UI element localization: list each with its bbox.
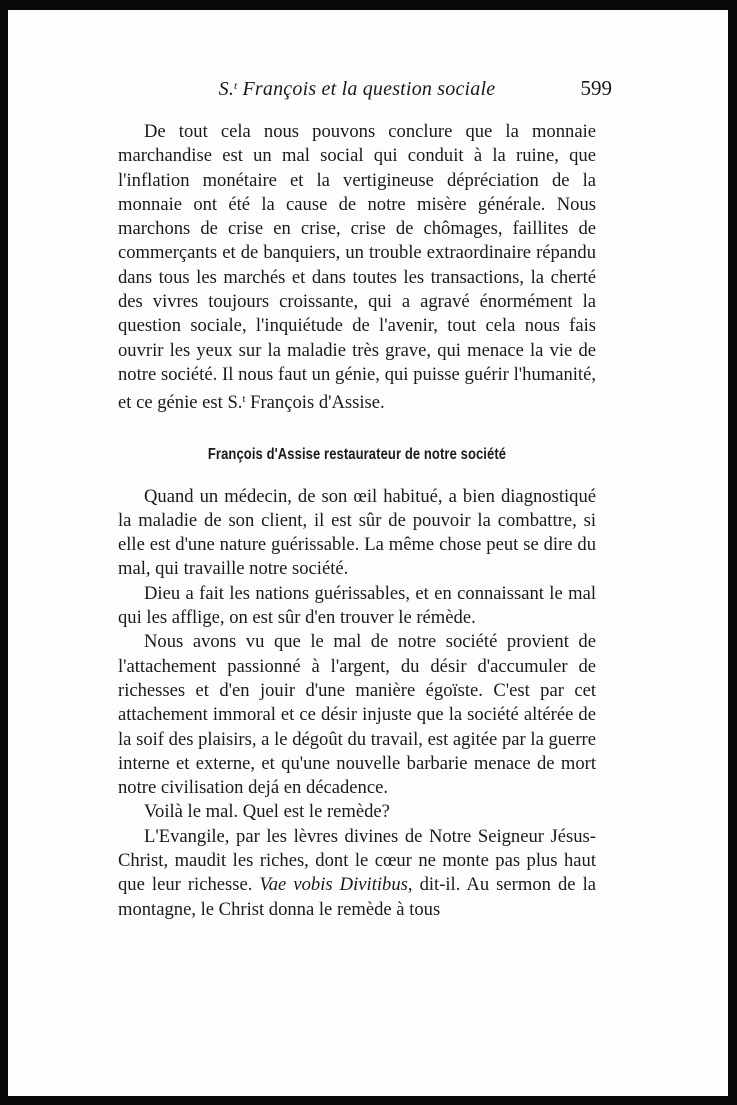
page-number: 599: [580, 76, 612, 100]
book-page: [118, 72, 612, 922]
paragraph-intro-tail: François d'Assise.: [245, 392, 385, 414]
running-title-rest: François et la question sociale: [237, 78, 496, 100]
running-title: [118, 78, 596, 101]
paragraph-gospel-tail: , dit-il. Au sermon de la montagne, le Christ donna le remède à tous: [118, 874, 596, 920]
latin-quote: Vae vobis Divitibus: [259, 874, 408, 896]
paragraph-nations: Dieu a fait les nations guérissables, et en connaissant le mal qui les afflige, on est sûr d'en trouver le rémède.: [118, 582, 596, 629]
paragraph-evil: Nous avons vu que le mal de notre société provient de l'attachement passionné à l'argent, du désir d'accumuler de richesses et d'en jouir d'une manière égoïste. C'est par cet attachement immoral et ce désir injuste que la société altérée de la soif des plaisirs, a le dégoût du travail, est agitée par la guerre interne et externe, et qu'une nouvelle barbarie menace de mort notre civilisation dejá en décadence.: [118, 631, 596, 799]
running-head: [118, 72, 612, 106]
paragraph-intro-superscript: t: [242, 393, 246, 406]
paragraph-gospel: [118, 825, 596, 922]
paragraph-diagnosis: Quand un médecin, de son œil habitué, a bien diagnostiqué la maladie de son client, il est sûr de pouvoir la combattre, si elle est d'une nature guérissable. La même chose peut se dire du mal, qui travaille notre société.: [118, 485, 596, 580]
paragraph-intro: [118, 120, 596, 416]
running-title-superscript: t: [234, 80, 238, 92]
running-title-start: S.: [218, 78, 235, 100]
paragraph-remedy-question: Voilà le mal. Quel est le remède?: [144, 801, 390, 823]
paragraph-gospel-text: L'Evangile, par les lèvres divines de Notre Seigneur Jésus-Christ, maudit les riches, dont le cœur ne monte pas plus haut que leur richesse.: [118, 825, 596, 896]
section-title: François d'Assise restaurateur de notre société: [207, 444, 507, 462]
paragraph-intro-text: De tout cela nous pouvons conclure que la monnaie marchandise est un mal social qui conduit à la ruine, que l'inflation monétaire et la vertigineuse dépréciation de la monnaie ont été la cause de notre misère générale. Nous marchons de crise en crise, crise de chômages, faillites de commerçants et de banquiers, un trouble extraordinaire répandu dans tous les marchés et dans toutes les transactions, la cherté des vivres toujours croissante, qui a agravé énormément la question sociale, l'inquiétude de l'avenir, tout cela nous fais ouvrir les yeux sur la maladie très grave, qui menace la vie de notre société. Il nous faut un génie, qui puisse guérir l'humanité, et ce génie est S.: [118, 121, 596, 414]
